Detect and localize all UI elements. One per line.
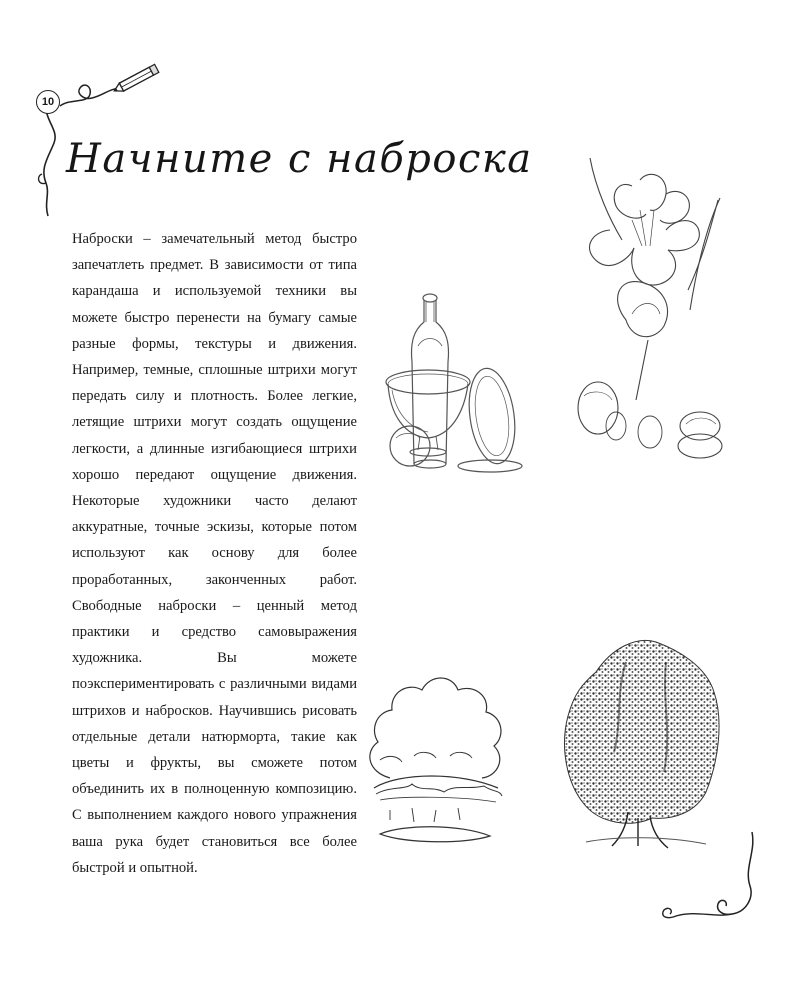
body-paragraph: Наброски – замечательный метод быстро запечатлеть предмет. В зависимости от типа карандаша и используемой техники вы можете быстро перенести на бумагу самые разные формы, текстуры и движения. Например, темные, сплошные штрихи могут передать силу и плотность. Более легкие, летящие штрихи могут создать ощущение легкости, а длинные изгибающиеся штрихи хорошо передают ощущение движения. Некоторые художники часто делают аккуратные, точные эскизы, которые потом используют как основу для более проработанных, законченных работ. Свободные наброски – ценный метод практики и средство самовыражения художника. Вы можете поэкспериментировать с различными видами штрихов и набросков. Научившись рисовать отдельные детали натюрморта, такие как цветы и фрукты, вы сможете потом объединить их в полноценную композицию. С выполнением каждого нового упражнения ваша рука будет становиться все более быстрой и опытной.	[72, 231, 357, 876]
bush-outline-sketch	[360, 660, 510, 850]
page-number: 10	[36, 90, 60, 114]
pencil-icon	[110, 62, 166, 98]
decorative-swirl-bottom	[656, 828, 766, 943]
page-title: Начните с наброска	[66, 136, 533, 182]
flower-sketch	[570, 150, 740, 470]
still-life-bottle-sketch	[380, 286, 530, 478]
